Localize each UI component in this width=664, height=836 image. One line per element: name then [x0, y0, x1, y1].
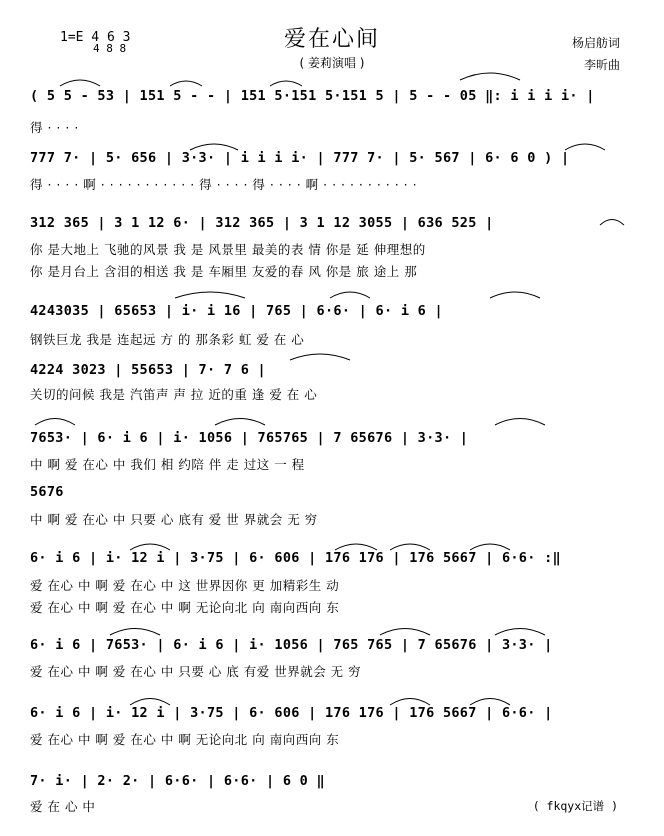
lyric-line: 爱 在心 中 啊 爱 在心 中 这 世界因你 更 加精彩生 动 [30, 578, 340, 593]
lyric-line: 钢铁巨龙 我是 连起远 方 的 那条彩 虹 爱 在 心 [30, 332, 305, 347]
notation-line: 7653· | 6· i 6 | i· 1056 | 765765 | 7 65676 | 3·3· | [30, 430, 469, 446]
notation-line: 4243035 | 65653 | i· i 16 | 765 | 6·6· | 6· i 6 | [30, 303, 443, 319]
notation-line: 6· i 6 | 7653· | 6· i 6 | i· 1056 | 765 765 | 7 65676 | 3·3· | [30, 637, 553, 653]
lyric-line: 中 啊 爱 在心 中 我们 相 约陪 伴 走 过这 一 程 [30, 457, 305, 472]
song-title: 爱在心间 [283, 27, 380, 52]
notation-line: 777 7· | 5· 656 | 3·3· | i i i i· | 777 7· | 5· 567 | 6· 6 0 ) | [30, 150, 570, 166]
lyric-line: 爱 在心 中 啊 爱 在心 中 啊 无论向北 向 南向西向 东 [30, 732, 340, 747]
notation-line: 6· i 6 | i· 12 i | 3·75 | 6· 606 | 176 176 | 176 5667 | 6·6· :‖ [30, 550, 561, 566]
lyric-line: 爱 在心 中 啊 爱 在心 中 只要 心 底 有爱 世界就会 无 穷 [30, 664, 362, 679]
notation-line: 6· i 6 | i· 12 i | 3·75 | 6· 606 | 176 176 | 176 5667 | 6·6· | [30, 705, 553, 721]
notation-line: 4224 3023 | 55653 | 7· 7 6 | [30, 362, 266, 378]
lyric-line: 你 是月台上 含泪的相送 我 是 车厢里 友爱的春 风 你是 旅 途上 那 [30, 264, 418, 279]
lyric-line: 得 · · · · [30, 120, 79, 135]
transcriber-credit: ( fkqyx记谱 ) [532, 799, 618, 813]
notation-line: ( 5 5 - 53 | 151 5 - - | 151 5·151 5·151 5 | 5 - - 05 ‖: i i i i· | [30, 88, 595, 104]
lyricist-credit: 杨启舫词 [571, 36, 620, 50]
lyric-line: 爱 在心 中 啊 爱 在心 中 啊 无论向北 向 南向西向 东 [30, 600, 340, 615]
composer-credit: 李昕曲 [583, 58, 620, 72]
lyric-line: 中 啊 爱 在心 中 只要 心 底有 爱 世 界就会 无 穷 [30, 512, 318, 527]
notation-line: 5676 [30, 484, 64, 500]
lyric-line: 你 是大地上 飞驰的风景 我 是 风景里 最美的表 情 你是 延 伸理想的 [30, 242, 426, 257]
performer-note: ( 姜莉演唱 ) [299, 56, 365, 70]
notation-line: 7· i· | 2· 2· | 6·6· | 6·6· | 6 0 ‖ [30, 773, 325, 789]
lyric-line: 爱 在 心 中 [30, 799, 96, 814]
time-signature-denominators: 4 8 8 [93, 42, 127, 55]
key-signature: 1=E 4 6 3 [60, 30, 131, 45]
lyric-line: 关切的问候 我是 汽笛声 声 拉 近的重 逢 爱 在 心 [30, 387, 318, 402]
lyric-line: 得 · · · · 啊 · · · · · · · · · · · 得 · · · · 得 · · · · 啊 · · · · · · · · · · · [30, 177, 418, 192]
notation-line: 312 365 | 3 1 12 6· | 312 365 | 3 1 12 3055 | 636 525 | [30, 215, 494, 231]
